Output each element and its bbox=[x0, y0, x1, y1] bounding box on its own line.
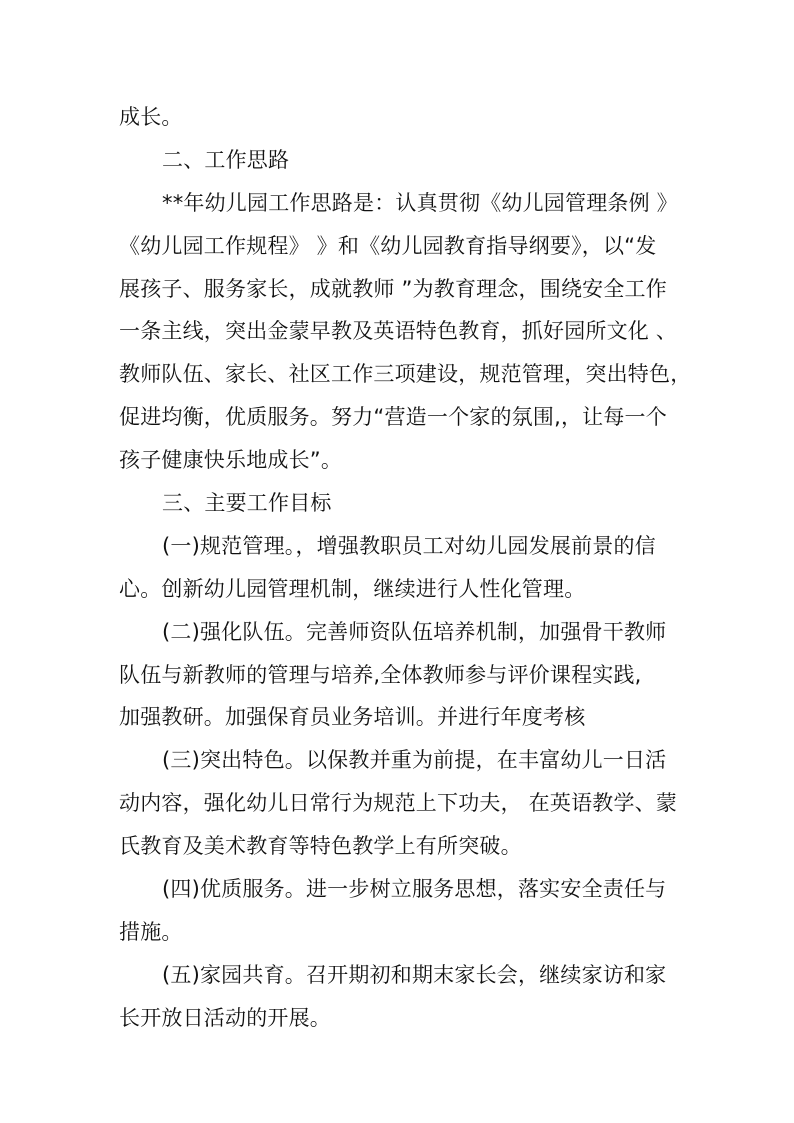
text-line-4: 《幼儿园工作规程》 》和《幼儿园教育指导纲要》，以“发 bbox=[119, 234, 657, 258]
section-heading-work-ideas: 二、工作思路 bbox=[162, 148, 290, 172]
text-line-20: 措施。 bbox=[119, 920, 183, 944]
text-line-6: 一条主线，突出金蒙早教及英语特色教育，抓好园所文化 、 bbox=[119, 319, 678, 343]
text-line-9: 孩子健康快乐地成长”。 bbox=[119, 448, 343, 472]
text-line-15: 加强教研。加强保育员业务培训。并进行年度考核 bbox=[119, 705, 586, 729]
text-line-11: (一)规范管理。，增强教职员工对幼儿园发展前景的信 bbox=[162, 534, 656, 558]
text-line-5: 展孩子、服务家长，成就教师 ”为教育理念，围绕安全工作 bbox=[119, 277, 667, 301]
text-line-16: (三)突出特色。以保教并重为前提，在丰富幼儿一日活 bbox=[162, 748, 667, 772]
text-line-19: (四)优质服务。进一步树立服务思想，落实安全责任与 bbox=[162, 877, 667, 901]
text-line-21: (五)家园共育。召开期初和期末家长会，继续家访和家 bbox=[162, 963, 667, 987]
text-line-3: **年幼儿园工作思路是：认真贯彻《幼儿园管理条例 》 bbox=[162, 191, 678, 215]
text-line-7: 教师队伍、家长、社区工作三项建设，规范管理，突出特色， bbox=[119, 362, 692, 386]
text-line-8: 促进均衡，优质服务。努力“营造一个家的氛围,，让每一个 bbox=[119, 405, 667, 429]
text-line-1: 成长。 bbox=[119, 105, 183, 129]
text-line-14: 队伍与新教师的管理与培养,全体教师参与评价课程实践, bbox=[119, 663, 642, 687]
text-line-18: 氏教育及美术教育等特色教学上有所突破。 bbox=[119, 834, 522, 858]
text-line-13: (二)强化队伍。完善师资队伍培养机制，加强骨干教师 bbox=[162, 620, 667, 644]
text-line-22: 长开放日活动的开展。 bbox=[119, 1006, 331, 1030]
text-line-12: 心。创新幼儿园管理机制，继续进行人性化管理。 bbox=[119, 577, 586, 601]
text-line-17: 动内容，强化幼儿日常行为规范上下功夫， 在英语教学、蒙 bbox=[119, 791, 678, 815]
section-heading-main-goals: 三、主要工作目标 bbox=[162, 491, 332, 515]
